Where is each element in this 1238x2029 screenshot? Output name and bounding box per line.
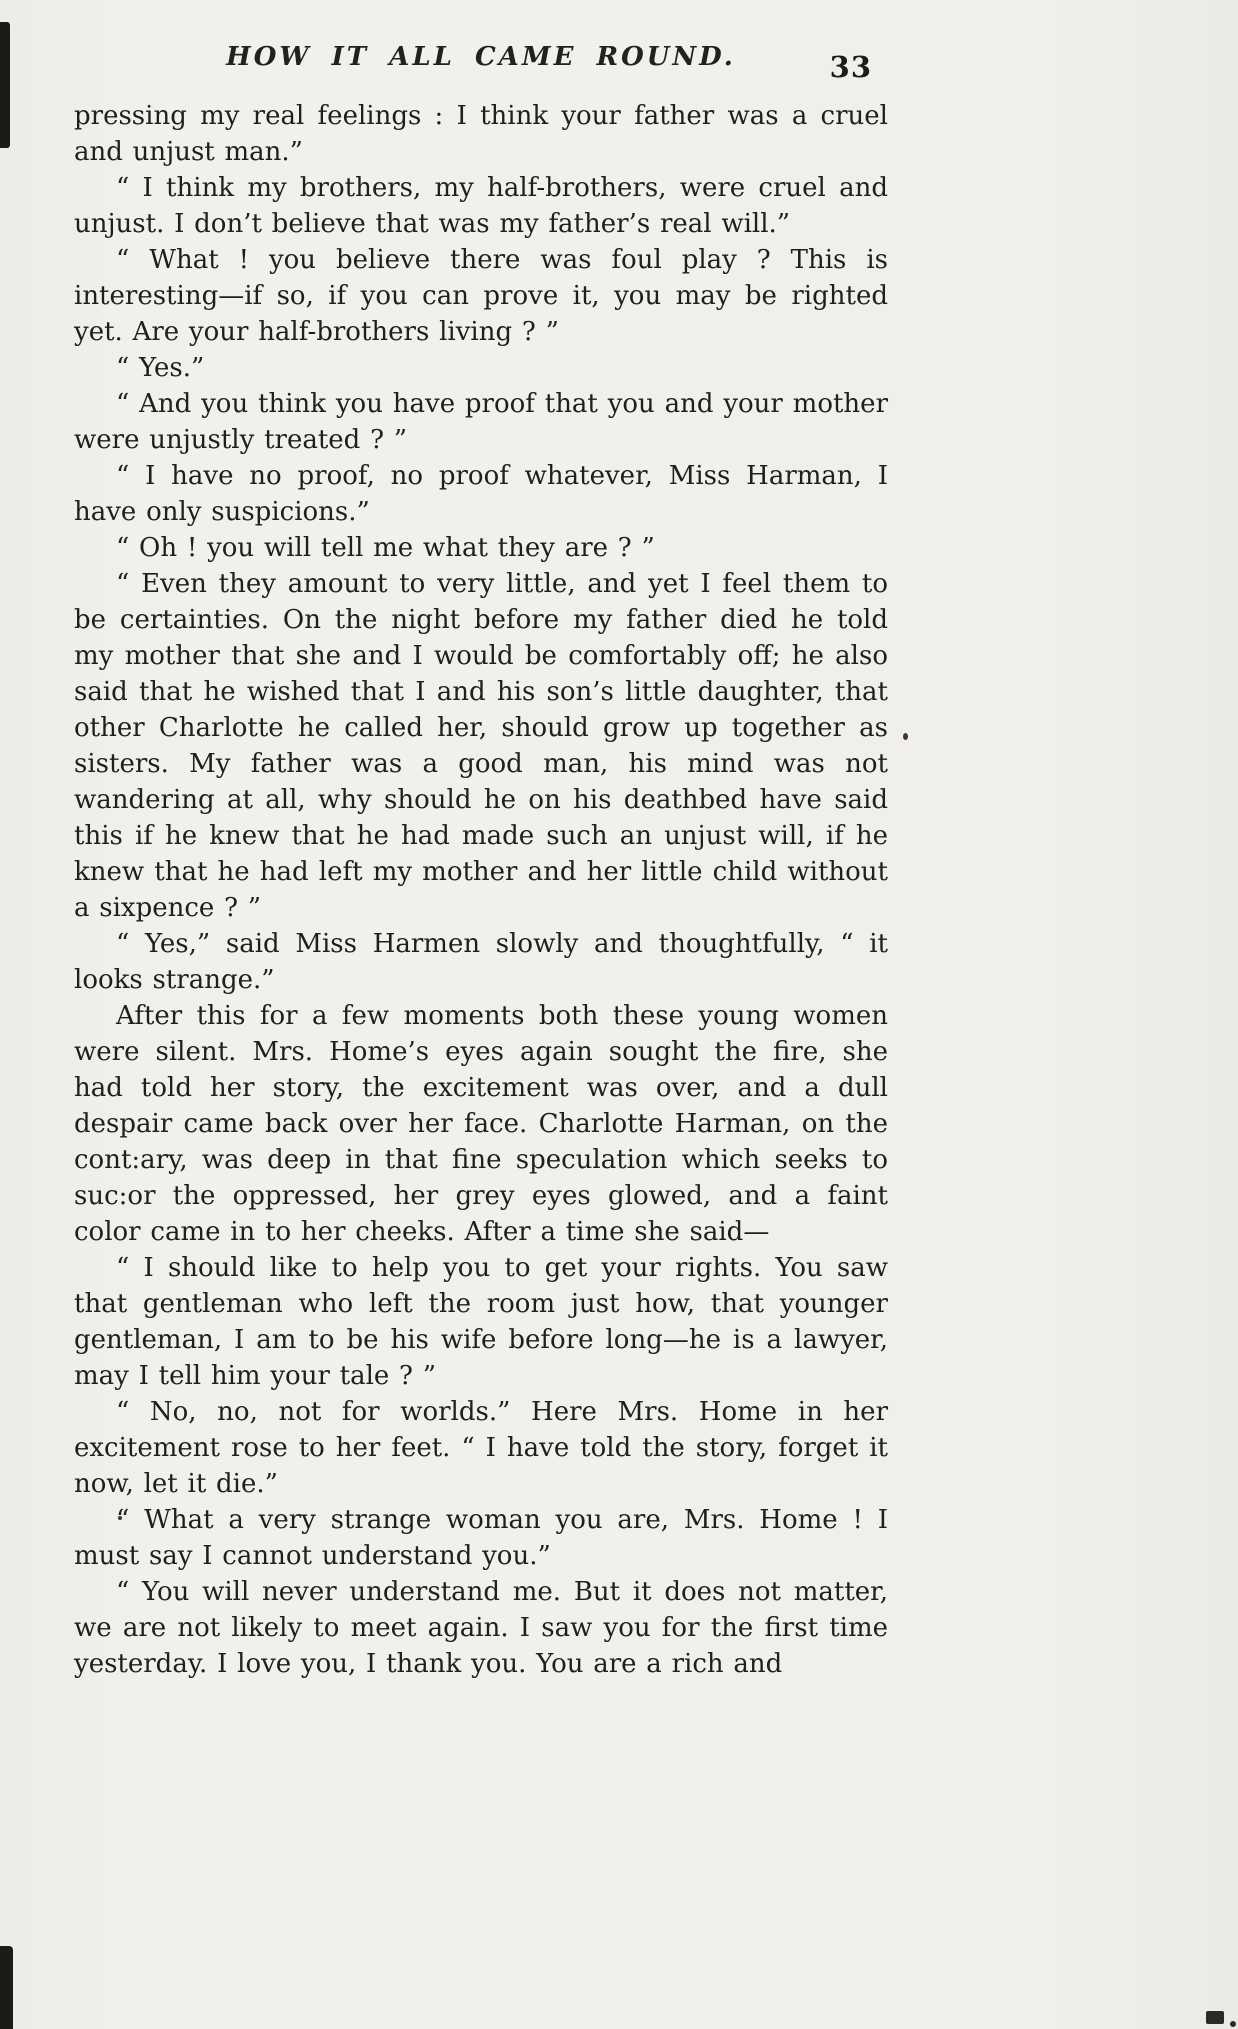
paragraph: “ No, no, not for worlds.” Here Mrs. Home in her excitement rose to her feet. “ I have told the story, forget it now, let it die.” (74, 1397, 888, 1499)
page-text (74, 98, 888, 1682)
paragraph: “ Yes.” (116, 353, 205, 383)
paragraph: “ What ! you believe there was foul play ? This is interesting—if so, if you can prove it, you may be righted yet. Are your half-brothers living ? ” (74, 245, 888, 347)
paragraph: “ I should like to help you to get your rights. You saw that gentleman who left the room just how, that younger gentleman, I am to be his wife before long—he is a lawyer, may I tell him your tale ? ” (74, 1253, 888, 1391)
paragraph: “ I have no proof, no proof whatever, Miss Harman, I have only suspicions.” (74, 461, 888, 527)
paragraph: “ You will never understand me. But it does not matter, we are not likely to meet again. I saw you for the first time yesterday. I love you, I thank you. You are a rich and (74, 1577, 888, 1679)
paragraph: “ Even they amount to very little, and yet I feel them to be certainties. On the night before my father died he told my mother that she and I would be comfortably off; he also said that he wished that I and his son’s little daughter, that other Charlotte he called her, should grow up together as sisters. My father was a good man, his mind was not wandering at all, why should he on his deathbed have said this if he knew that he had made such an unjust will, if he knew that he had left my mother and her little child without a sixpence ? ” (74, 569, 888, 923)
paragraph: pressing my real feelings : I think your father was a cruel and unjust man.” (74, 101, 888, 167)
page-title: HOW IT ALL CAME ROUND. (226, 42, 736, 72)
scan-artifact-bottom-left (0, 1946, 13, 2029)
paragraph: “ Oh ! you will tell me what they are ? ” (116, 533, 655, 563)
paragraph: “ What a very strange woman you are, Mrs. Home ! I must say I cannot understand you.” (74, 1505, 888, 1571)
paragraph: “ And you think you have proof that you and your mother were unjustly treated ? ” (74, 389, 888, 455)
paragraph: “ Yes,” said Miss Harmen slowly and thoughtfully, “ it looks strange.” (74, 929, 888, 995)
scan-artifact-top-left (0, 22, 10, 148)
scan-speck (903, 733, 908, 740)
paragraph: After this for a few moments both these young women were silent. Mrs. Home’s eyes again sought the fire, she had told her story, the excitement was over, and a dull despair came back over her face. Charlotte Harman, on the cont:ary, was deep in that fine speculation which seeks to suc:or the oppressed, her grey eyes glowed, and a faint color came in to her cheeks. After a time she said— (74, 1001, 888, 1247)
running-header (74, 42, 888, 82)
paragraph: “ I think my brothers, my half-brothers, were cruel and unjust. I don’t believe that was my father’s real will.” (74, 173, 888, 239)
page-number: 33 (829, 50, 872, 84)
scan-artifact-bottom-right (1206, 2009, 1236, 2027)
